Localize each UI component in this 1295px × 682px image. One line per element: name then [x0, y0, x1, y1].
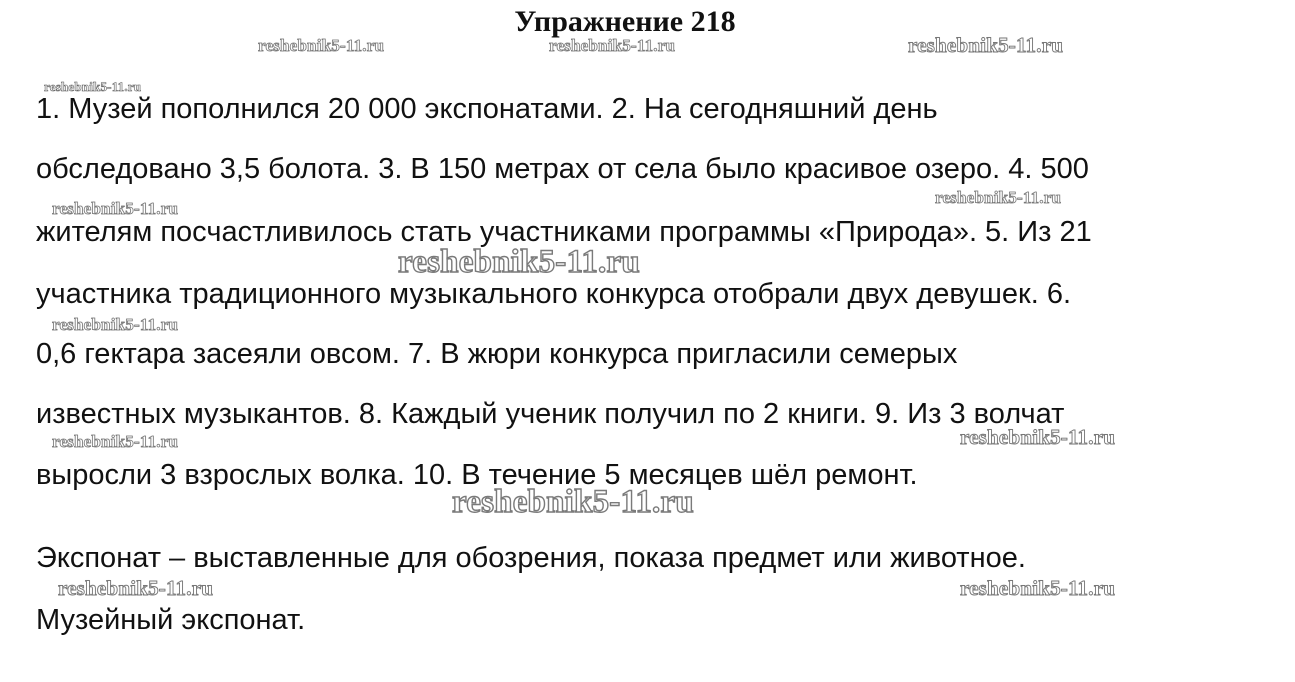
watermark: reshebnik5-11.ru	[960, 425, 1116, 449]
example-line: Музейный экспонат.	[36, 604, 306, 636]
text-line-2: обследовано 3,5 болота. 3. В 150 метрах от села было красивое озеро. 4. 500	[36, 153, 1089, 185]
watermark: reshebnik5-11.ru	[908, 33, 1064, 57]
watermark: reshebnik5-11.ru	[58, 576, 214, 600]
watermark: reshebnik5-11.ru	[44, 79, 142, 94]
watermark: reshebnik5-11.ru	[960, 576, 1116, 600]
text-line-4: участника традиционного музыкального конкурса отобрали двух девушек. 6.	[36, 278, 1072, 310]
text-line-5: 0,6 гектара засеяли овсом. 7. В жюри конкурса пригласили семерых	[36, 338, 958, 370]
text-line-6: известных музыкантов. 8. Каждый ученик получил по 2 книги. 9. Из 3 волчат	[36, 398, 1065, 430]
watermark: reshebnik5-11.ru	[452, 484, 694, 520]
text-line-7: выросли 3 взрослых волка. 10. В течение 5 месяцев шёл ремонт.	[36, 459, 918, 491]
exercise-title: Упражнение 218	[514, 5, 736, 38]
definition-line: Экспонат – выставленные для обозрения, показа предмет или животное.	[36, 542, 1026, 574]
watermark: reshebnik5-11.ru	[258, 36, 385, 55]
text-line-3: жителям посчастливилось стать участниками программы «Природа». 5. Из 21	[36, 216, 1092, 248]
watermark: reshebnik5-11.ru	[398, 244, 640, 280]
text-line-1: 1. Музей пополнился 20 000 экспонатами. 2. На сегодняшний день	[36, 93, 938, 125]
watermark: reshebnik5-11.ru	[549, 36, 676, 55]
watermark: reshebnik5-11.ru	[935, 188, 1062, 207]
watermark: reshebnik5-11.ru	[52, 315, 179, 334]
watermark: reshebnik5-11.ru	[52, 199, 179, 218]
watermark: reshebnik5-11.ru	[52, 432, 179, 451]
